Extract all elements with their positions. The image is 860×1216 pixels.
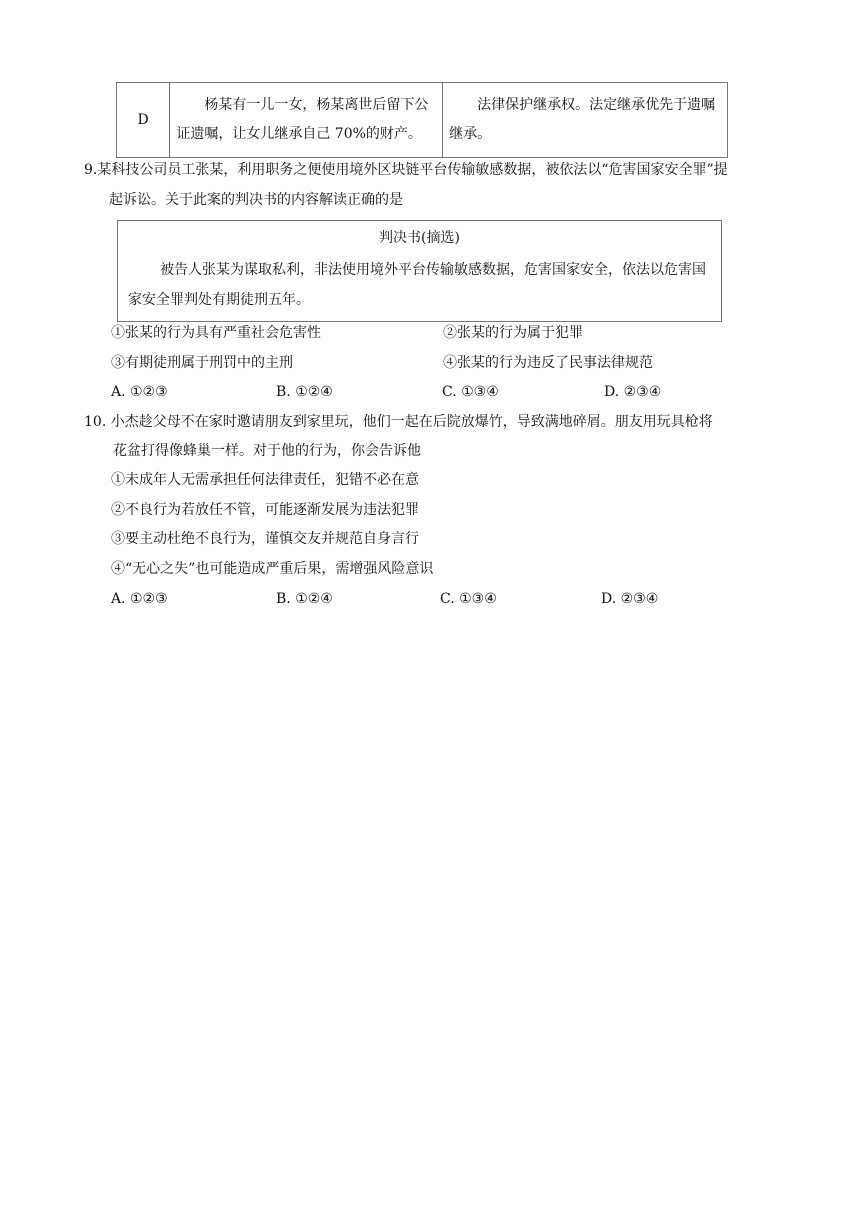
q10-statement-4: ④“无心之失”也可能造成严重后果，需增强风险意识 <box>111 561 434 577</box>
q10-statement-2: ②不良行为若放任不管，可能逐渐发展为违法犯罪 <box>111 502 419 518</box>
row-label: D <box>117 83 170 158</box>
q10-option-c[interactable]: C. ①③④ <box>440 591 497 607</box>
q10-option-a[interactable]: A. ①②③ <box>111 591 168 607</box>
judgment-title: 判决书(摘选) <box>379 230 460 246</box>
q9-statement-2: ②张某的行为属于犯罪 <box>443 325 583 341</box>
q9-option-d[interactable]: D. ②③④ <box>604 384 662 400</box>
q9-stem-line2: 起诉讼。关于此案的判决书的内容解读正确的是 <box>109 192 403 208</box>
q9-statement-4: ④张某的行为违反了民事法律规范 <box>443 355 653 371</box>
q9-option-c[interactable]: C. ①③④ <box>442 384 499 400</box>
judgment-body: 被告人张某为谋取私利，非法使用境外平台传输敏感数据，危害国家安全，依法以危害国家安全罪判处有期徒刑五年。 <box>128 262 706 308</box>
option-d-table <box>116 82 728 158</box>
q10-option-d[interactable]: D. ②③④ <box>601 591 659 607</box>
q9-stem-line1: 9.某科技公司员工张某，利用职务之便使用境外区块链平台传输敏感数据，被依法以“危害国家安全罪”提 <box>84 162 728 178</box>
q9-option-a[interactable]: A. ①②③ <box>111 384 168 400</box>
case-cell: 杨某有一儿一女，杨某离世后留下公证遗嘱，让女儿继承自己 70%的财产。 <box>170 83 443 158</box>
q10-statement-1: ①未成年人无需承担任何法律责任，犯错不必在意 <box>111 472 419 488</box>
q10-statement-3: ③要主动杜绝不良行为，谨慎交友并规范自身言行 <box>111 531 419 547</box>
q10-stem-line1: 10. 小杰趁父母不在家时邀请朋友到家里玩，他们一起在后院放爆竹，导致满地碎屑。朋友用玩具枪将 <box>84 414 713 430</box>
analysis-cell: 法律保护继承权。法定继承优先于遗嘱继承。 <box>443 83 728 158</box>
table-row <box>117 83 728 158</box>
q10-option-b[interactable]: B. ①②④ <box>276 591 333 607</box>
q9-option-b[interactable]: B. ①②④ <box>276 384 333 400</box>
q9-statement-1: ①张某的行为具有严重社会危害性 <box>111 325 321 341</box>
q9-statement-3: ③有期徒刑属于刑罚中的主刑 <box>111 355 293 371</box>
q10-stem-line2: 花盆打得像蜂巢一样。对于他的行为，你会告诉他 <box>113 443 421 459</box>
judgment-excerpt-box <box>117 220 722 322</box>
